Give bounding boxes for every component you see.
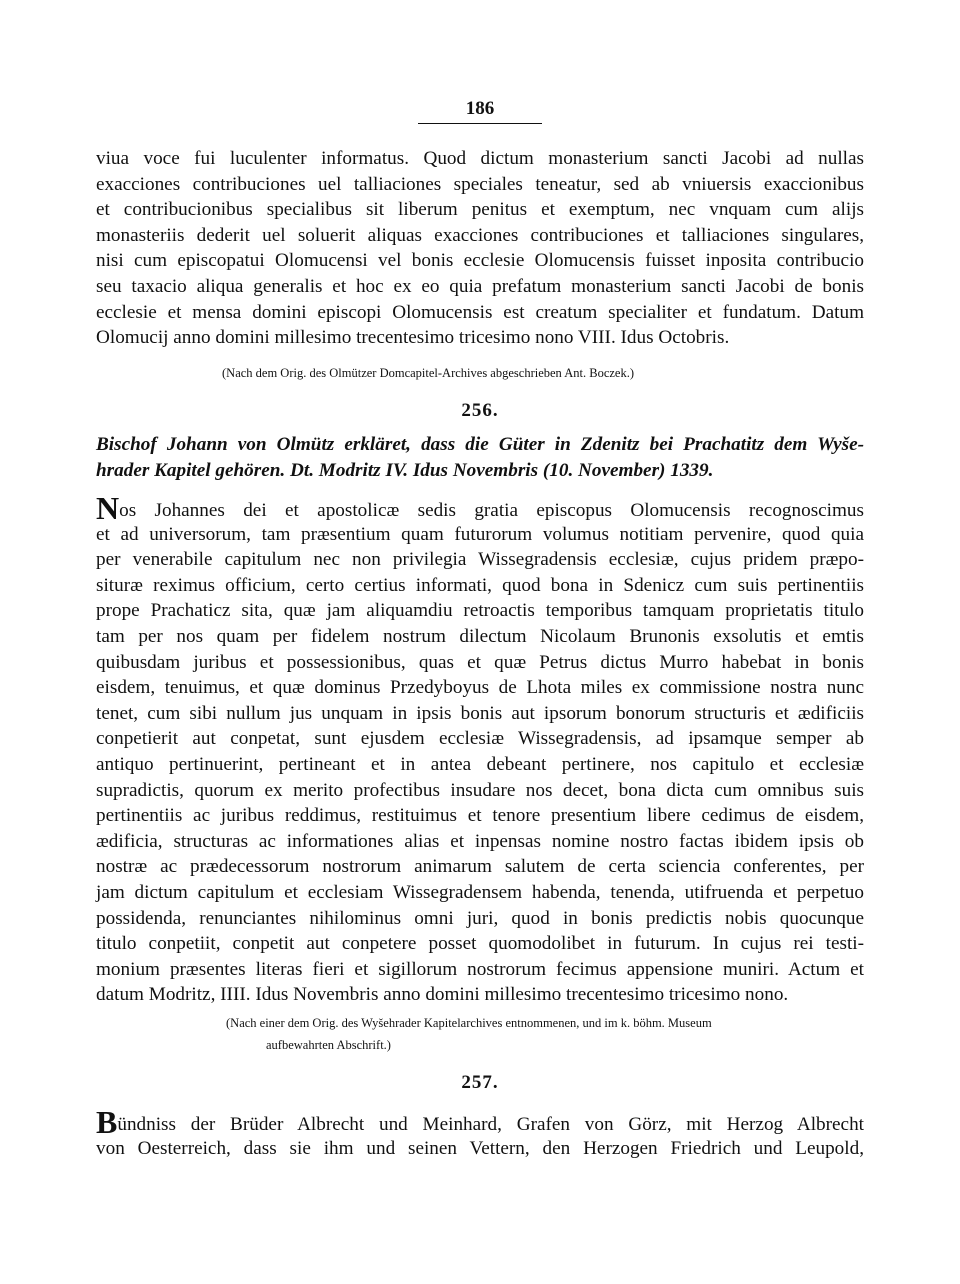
text-line: Olomucij anno domini millesimo trecentesimo tricesimo nono VIII. Idus Octobris. [96,327,730,349]
text-line: quibusdam juribus et possessionibus, quas et quæ Petrus dictus Murro habebat in bonis [96,651,864,673]
text-line: supradictis, quorum ex merito profectibus insudare nos decet, bona dicta cum omnibus suis [96,779,864,801]
text-line: per venerabile capitulum nec non privilegia Wissegradensis ecclesiæ, cujus pridem præpo- [96,549,864,571]
document-number-256: 256. [461,400,499,421]
heading-line: Bischof Johann von Olmütz erkläret, dass die Güter in Zdenitz bei Prachatitz dem Wyše- [96,434,864,455]
heading-line: hrader Kapitel gehören. Dt. Modritz IV. Idus Novembris (10. November) 1339. [96,459,714,481]
text-line: pertinentiis ac juribus reddimus, restituimus et tenore presentium libere cedimus de eisdem, [96,805,864,827]
text-line: jam dictum capitulum et ecclesiam Wissegradensem habenda, tenenda, utifruenda et perpetuo [96,881,864,903]
document-body-256 [96,490,864,1008]
source-note: (Nach dem Orig. des Olmützer Domcapitel-Archives abgeschrieben Ant. Boczek.) [222,366,635,380]
document-number-257: 257. [461,1072,499,1093]
text-line: exacciones contribuciones uel talliaciones speciales teneatur, sed ab vniuersis exaccionibus [96,173,864,195]
text-line: seu taxacio aliqua generalis et hoc ex eo quia prefatum monasterium sancti Jacobi de bonis [96,275,864,297]
text-line: et ad universorum, tam præsentium quam futurorum volumus notitiam pervenire, quod quia [96,523,864,545]
text-line: titulo conpetiit, conpetit aut conpetere posset quomodolibet in futurum. In cujus rei testi- [96,933,864,955]
text-line: monasteriis dederit uel soluerit aliquas exacciones contribuciones et talliaciones singulares, [96,224,864,246]
document-heading-256 [96,432,864,483]
initial-letter: B [96,1104,118,1140]
initial-letter: N [96,490,120,526]
text-line: situræ reximus officium, certo certius informati, quod bona in Sdenicz cum suis pertinentiis [96,574,864,596]
text-line: prope Prachaticz sita, quæ jam aliquamdiu retroactis temporibus tamquam proprietatis titulo [96,600,864,622]
text-line: von Oesterreich, dass sie ihm und seinen Vettern, den Herzogen Friedrich und Leupold, [96,1137,864,1159]
text-line: nisi cum episcopatui Olomucensi vel bonis ecclesie Olomucensis fuisset inposita contribucio [96,250,864,272]
text-line-first: Nos Johannes dei et apostolicæ sedis gratia episcopus Olomucensis recognoscimus [96,490,864,526]
text-line-first: Bündniss der Brüder Albrecht und Meinhard, Grafen von Görz, mit Herzog Albrecht [96,1104,864,1140]
text-line: et contribucionibus specialibus sit liberum penitus et exemptum, nec vnquam cum alijs [96,199,864,221]
text-line: possidenda, renunciantes nihilominus omni juri, quod in bonis predictis nobis quocunque [96,907,864,929]
text-line: eisdem, tenuimus, et quæ dominus Przedyboyus de Lhota miles ex commissione nostra nunc [96,677,864,699]
text-line: ædificia, structuras ac informationes alias et inpensas nomine nostro factas ibidem ipsis ob [96,830,864,852]
text-line: monium præsentes literas fieri et sigillorum nostrorum fecimus appensione muniri. Actum et [96,958,864,980]
text-line: tam per nos quam per fidelem nostrum dilectum Nicolaum Brunonis exsolutis et emtis [96,625,864,647]
text-line: nostræ ac prædecessorum nostrorum animarum salutem de certa sciencia conferentes, per [96,856,864,878]
page-number: 186 [418,98,542,124]
text-line: ecclesie et mensa domini episcopi Olomucensis est creatum specialiter et fundatum. Datum [96,301,864,323]
text-line: viua voce fui luculenter informatus. Quod dictum monasterium sancti Jacobi ad nullas [96,148,864,169]
text-line: antiquo pertinuerint, pertineant et in antea debeant pertinere, nos capitulo et ecclesiæ [96,753,864,775]
document-body-257 [96,1104,864,1161]
previous-document-text [96,146,864,351]
text-line: conpetierit aut conpetat, sunt ejusdem ecclesiæ Wissegradensis, ad ipsamque semper ab [96,728,864,750]
source-note-256: (Nach einer dem Orig. des Wyšehrader Kapitelarchives entnommenen, und im k. böhm. Museum aufbewahrten Abschrift.) [226,1016,712,1052]
text-line: tenet, cum sibi nullum jus unquam in ipsis bonis aut ipsorum bonorum structuris et ædificiis [96,702,864,724]
text-line: datum Modritz, IIII. Idus Novembris anno domini millesimo trecentesimo tricesimo nono. [96,984,789,1006]
